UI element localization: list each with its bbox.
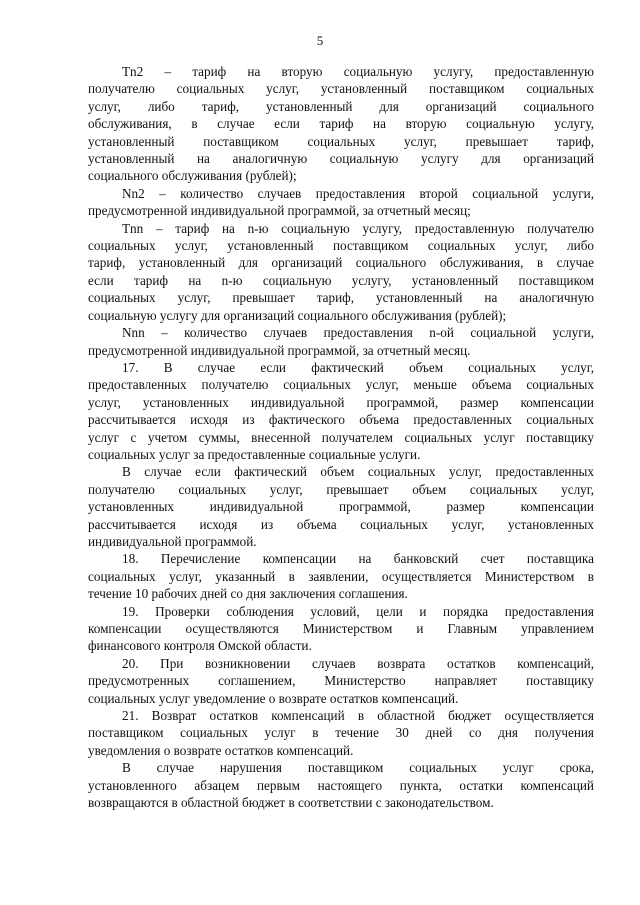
paragraph-p20 <box>88 655 594 707</box>
text-line: установленный поставщиком социальных услуг, превышает тариф, <box>88 133 594 149</box>
text-line: Tnn – тариф на n-ю социальную услугу, предоставленную получателю <box>122 220 594 236</box>
text-line: установленных индивидуальной программой, размер компенсации <box>88 499 594 515</box>
text-line: В случае нарушения поставщиком социальных услуг срока, <box>122 760 594 776</box>
document-body <box>88 63 594 811</box>
page-number: 5 <box>316 33 324 48</box>
text-line: социальных услуг, указанный в заявлении, осуществляется Министерством в <box>88 568 594 584</box>
paragraph-p18 <box>88 550 594 602</box>
text-line: 20. При возникновении случаев возврата остатков компенсаций, <box>122 655 594 671</box>
text-line: если тариф на n-ю социальную услугу, установленный поставщиком <box>88 272 594 288</box>
text-line: возвращаются в областной бюджет в соответствии с законодательством. <box>88 795 494 811</box>
text-line: установленный на аналогичную социальную услугу для организаций <box>88 151 594 167</box>
text-line: индивидуальной программой. <box>88 533 257 549</box>
text-line: Nnn – количество случаев предоставления n-ой социальной услуги, <box>122 325 594 341</box>
text-line: тариф, установленный для организаций социального обслуживания, в случае <box>88 255 594 271</box>
text-line: социальных услуг, установленный поставщиком социальных услуг, либо <box>88 238 594 254</box>
text-line: В случае если фактический объем социальных услуг, предоставленных <box>122 464 594 480</box>
text-line: социальных услуг за предоставленные социальные услуги. <box>88 446 421 462</box>
paragraph-nnn <box>88 324 594 359</box>
text-line: получателю социальных услуг, превышает объем социальных услуг, <box>88 481 594 497</box>
text-line: 21. Возврат остатков компенсаций в областной бюджет осуществляется <box>122 708 594 724</box>
text-line: услуг с учетом суммы, внесенной получателем социальных услуг поставщику <box>88 429 594 445</box>
text-line: поставщиком социальных услуг в течение 30 дней со дня получения <box>88 725 594 741</box>
text-line: предоставленных получателю социальных услуг, меньше объема социальных <box>88 377 594 393</box>
text-line: предусмотренной индивидуальной программой, за отчетный месяц. <box>88 342 471 358</box>
text-line: уведомления о возврате остатков компенсаций. <box>88 742 354 758</box>
paragraph-tn2 <box>88 63 594 185</box>
text-line: Nn2 – количество случаев предоставления второй социальной услуги, <box>122 185 594 201</box>
text-line: финансового контроля Омской области. <box>88 638 312 654</box>
paragraph-p19 <box>88 603 594 655</box>
paragraph-nn2 <box>88 185 594 220</box>
text-line: рассчитывается исходя из объема социальных услуг, установленных <box>88 516 594 532</box>
text-line: обслуживания, в случае если тариф на вторую социальную услугу, <box>88 116 594 132</box>
text-line: Tn2 – тариф на вторую социальную услугу, предоставленную <box>122 64 594 79</box>
paragraph-tnn <box>88 220 594 324</box>
text-line: рассчитывается исходя из фактического объема предоставленных социальных <box>88 412 594 428</box>
text-line: социальную услугу для организаций социального обслуживания (рублей); <box>88 307 507 323</box>
paragraph-p21 <box>88 707 594 759</box>
text-line: 17. В случае если фактический объем социальных услуг, <box>122 359 594 375</box>
text-line: установленного абзацем первым настоящего пункта, остатки компенсаций <box>88 777 594 793</box>
paragraph-p17 <box>88 359 594 463</box>
text-line: предусмотренных соглашением, Министерство направляет поставщику <box>88 673 594 689</box>
text-line: социального обслуживания (рублей); <box>88 168 297 184</box>
text-line: услуг, установленных индивидуальной программой, размер компенсации <box>88 394 594 410</box>
text-line: 18. Перечисление компенсации на банковский счет поставщика <box>122 551 594 567</box>
text-line: предусмотренной индивидуальной программой, за отчетный месяц; <box>88 203 471 219</box>
text-line: получателю социальных услуг, установленный поставщиком социальных <box>88 81 594 97</box>
text-line: социальных услуг уведомление о возврате остатков компенсаций. <box>88 690 459 706</box>
text-line: 19. Проверки соблюдения условий, цели и порядка предоставления <box>122 603 594 619</box>
text-line: компенсации осуществляются Министерством и Главным управлением <box>88 621 594 636</box>
text-line: социальных услуг, превышает тариф, установленный на аналогичную <box>88 290 594 306</box>
paragraph-p21b <box>88 759 594 811</box>
text-line: течение 10 рабочих дней со дня заключения соглашения. <box>88 586 408 602</box>
text-line: услуг, либо тариф, установленный для организаций социального <box>88 98 594 114</box>
paragraph-p17b <box>88 463 594 550</box>
